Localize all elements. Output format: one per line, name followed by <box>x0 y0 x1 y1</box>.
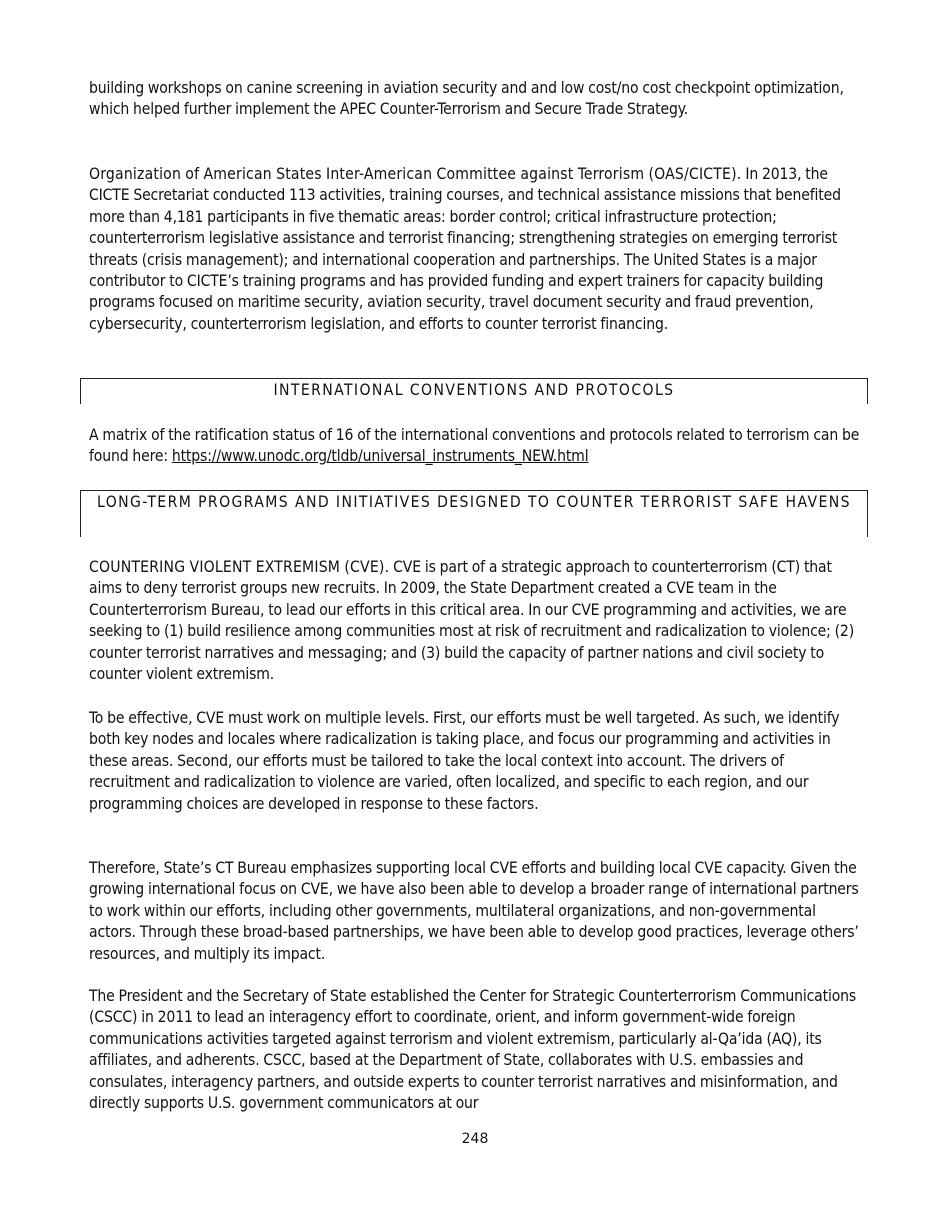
paragraph-ct-bureau: Therefore, State’s CT Bureau emphasizes supporting local CVE efforts and building local CVE capacity. Given the growing international focus on CVE, we have also been able to develop a broader range of international partners to work within our efforts, including other governments, multilateral organizations, and non-governmental actors. Through these broad-based partnerships, we have been able to develop good practices, leverage others’ resources, and multiply its impact. <box>89 859 859 963</box>
paragraph-cve-levels: To be effective, CVE must work on multiple levels. First, our efforts must be well targeted. As such, we identify both key nodes and locales where radicalization is taking place, and focus our programming and activities in these areas. Second, our efforts must be tailored to take the local context into account. The drivers of recruitment and radicalization to violence are varied, often localized, and specific to each region, and our programming choices are developed in response to these factors. <box>89 709 840 813</box>
section-heading-conventions-text: INTERNATIONAL CONVENTIONS AND PROTOCOLS <box>273 381 675 399</box>
oas-cicte-heading: Organization of American States Inter-American Committee against Terrorism (OAS/CICTE). <box>89 165 742 183</box>
paragraph-cve-intro <box>89 557 861 685</box>
unodc-link[interactable]: https://www.unodc.org/tldb/universal_instruments_NEW.html <box>171 447 589 466</box>
paragraph-oas-cicte <box>89 164 861 335</box>
cve-heading: COUNTERING VIOLENT EXTREMISM (CVE). <box>89 558 390 576</box>
section-heading-safe-havens <box>80 490 868 537</box>
page-number: 248 <box>461 1131 489 1147</box>
section-heading-safe-havens-text: LONG-TERM PROGRAMS AND INITIATIVES DESIGNED TO COUNTER TERRORIST SAFE HAVENS <box>97 493 851 511</box>
paragraph-cscc: The President and the Secretary of State established the Center for Strategic Counterterrorism Communications (CSCC) in 2011 to lead an interagency effort to coordinate, orient, and inform government-wide foreign communications activities targeted against terrorism and violent extremism, particularly al-Qa’ida (AQ), its affiliates, and adherents. CSCC, based at the Department of State, collaborates with U.S. embassies and consulates, interagency partners, and outside experts to counter terrorist narratives and misinformation, and directly supports U.S. government communicators at our <box>89 987 857 1113</box>
cve-body: CVE is part of a strategic approach to counterterrorism (CT) that aims to deny terrorist groups new recruits. In 2009, the State Department created a CVE team in the Counterterrorism Bureau, to lead our efforts in this critical area. In our CVE programming and activities, we are seeking to (1) build resilience among communities most at risk of recruitment and radicalization to violence; (2) counter terrorist narratives and messaging; and (3) build the capacity of partner nations and civil society to counter violent extremism. <box>89 558 855 684</box>
paragraph-conventions-matrix <box>89 425 861 468</box>
conventions-matrix-text: A matrix of the ratification status of 16 of the international conventions and protocols related to terrorism can be found here: <box>89 426 860 466</box>
oas-cicte-body: In 2013, the CICTE Secretariat conducted 113 activities, training courses, and technical assistance missions that benefited more than 4,181 participants in five thematic areas: border control; critical infrastructure protection; counterterrorism legislative assistance and terrorist financing; strengthening strategies on emerging terrorist threats (crisis management); and international cooperation and partnerships. The United States is a major contributor to CICTE’s training programs and has provided funding and expert trainers for capacity building programs focused on maritime security, aviation security, travel document security and fraud prevention, cybersecurity, counterterrorism legislation, and efforts to counter terrorist financing. <box>89 165 841 333</box>
paragraph-apec: building workshops on canine screening in aviation security and and low cost/no cost checkpoint optimization, which helped further implement the APEC Counter-Terrorism and Secure Trade Strategy. <box>89 79 844 119</box>
section-heading-conventions <box>80 378 868 404</box>
